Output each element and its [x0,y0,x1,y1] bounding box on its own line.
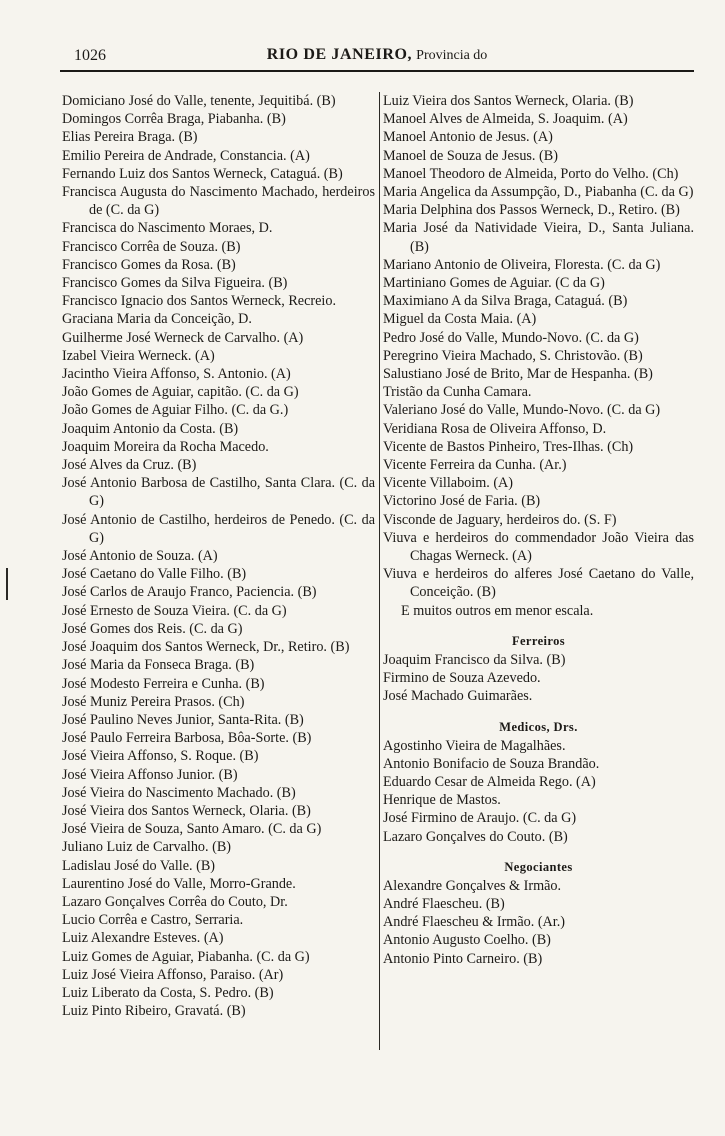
list-entry: Luiz Vieira dos Santos Werneck, Olaria. (B) [383,93,634,109]
header-rule [60,70,694,72]
list-entry: José Carlos de Araujo Franco, Paciencia. (B) [62,584,317,601]
list-entry: Francisco Gomes da Silva Figueira. (B) [62,275,288,292]
list-entry: Juliano Luiz de Carvalho. (B) [62,839,232,856]
list-entry: Joaquim Moreira da Rocha Macedo. [62,438,269,455]
list-entry: Firmino de Souza Azevedo. [383,670,541,687]
list-entry: Manoel Alves de Almeida, S. Joaquim. (A) [383,111,628,128]
list-entry: José Vieira dos Santos Werneck, Olaria. (B) [62,802,311,819]
list-entry: João Gomes de Aguiar, capitão. (C. da G) [62,384,299,401]
list-entry: José Vieira Affonso, S. Roque. (B) [62,748,259,765]
list-entry: Joaquim Antonio da Costa. (B) [62,420,239,437]
left-column [62,92,375,1020]
list-entry: José Paulo Ferreira Barbosa, Bôa-Sorte. (B) [62,730,312,747]
margin-mark [6,568,8,600]
list-entry: José Firmino de Araujo. (C. da G) [383,810,577,827]
list-entry: José Ernesto de Souza Vieira. (C. da G) [62,602,287,619]
list-entry: Maria Angelica da Assumpção, D., Piabanha (C. da G) [383,184,694,201]
list-entry: Maria Delphina dos Passos Werneck, D., Retiro. (B) [383,202,680,219]
list-entry: Graciana Maria da Conceição, D. [62,311,252,328]
list-entry: José Caetano do Valle Filho. (B) [62,566,247,583]
list-entry: José Vieira Affonso Junior. (B) [62,766,238,783]
list-entry: Manoel Antonio de Jesus. (A) [383,129,553,146]
list-entry: Domiciano José do Valle, tenente, Jequitibá. (B) [62,93,336,109]
list-entry: Agostinho Vieira de Magalhães. [383,737,566,754]
list-entry: Antonio Augusto Coelho. (B) [383,932,551,949]
list-entry: Ladislau José do Valle. (B) [62,857,216,874]
list-entry: Peregrino Vieira Machado, S. Christovão. (B) [383,347,643,364]
list-entry: André Flaescheu & Irmão. (Ar.) [383,914,566,931]
list-entry: Valeriano José do Valle, Mundo-Novo. (C. da G) [383,402,661,419]
list-entry: José Paulino Neves Junior, Santa-Rita. (B) [62,711,304,728]
list-entry: Lazaro Gonçalves Corrêa do Couto, Dr. [62,893,288,910]
list-entry: Jacintho Vieira Affonso, S. Antonio. (A) [62,366,291,383]
list-entry: Miguel da Costa Maia. (A) [383,311,537,328]
list-entry: Vicente de Bastos Pinheiro, Tres-Ilhas. (Ch) [383,438,634,455]
section-heading-negociantes: Negociantes [504,859,573,874]
list-entry: Izabel Vieira Werneck. (A) [62,347,215,364]
list-entry: Laurentino José do Valle, Morro-Grande. [62,875,296,892]
running-title-main: RIO DE JANEIRO, [266,46,413,63]
list-entry: José Antonio de Souza. (A) [62,548,218,565]
list-entry: Lazaro Gonçalves do Couto. (B) [383,828,568,845]
list-entry: Visconde de Jaguary, herdeiros do. (S. F) [383,511,617,528]
list-entry: João Gomes de Aguiar Filho. (C. da G.) [62,402,289,419]
right-column [383,92,694,968]
list-entry: Antonio Pinto Carneiro. (B) [383,950,543,967]
list-entry: José Vieira de Souza, Santo Amaro. (C. da G) [62,821,322,838]
section-heading-medicos: Medicos, Drs. [499,719,578,734]
list-entry: Mariano Antonio de Oliveira, Floresta. (C. da G) [383,256,661,273]
list-entry: Eduardo Cesar de Almeida Rego. (A) [383,773,596,790]
list-entry: Salustiano José de Brito, Mar de Hespanha. (B) [383,366,653,383]
list-entry: Francisco Gomes da Rosa. (B) [62,256,236,273]
list-entry: José Muniz Pereira Prasos. (Ch) [62,693,245,710]
list-entry: Pedro José do Valle, Mundo-Novo. (C. da G) [383,329,639,346]
list-entry: Alexandre Gonçalves & Irmão. [383,877,562,894]
list-entry: Francisca do Nascimento Moraes, D. [62,220,273,237]
page-header [60,44,694,70]
list-entry: Vicente Villaboim. (A) [383,475,514,492]
list-entry: Lucio Corrêa e Castro, Serraria. [62,912,244,929]
list-entry: José Antonio Barbosa de Castilho, Santa Clara. (C. da G) [62,475,375,510]
list-entry: Vicente Ferreira da Cunha. (Ar.) [383,457,567,474]
list-entry: Antonio Bonifacio de Souza Brandão. [383,755,600,772]
list-entry: Victorino José de Faria. (B) [383,493,541,510]
column-divider [379,92,380,1050]
list-entry: Martiniano Gomes de Aguiar. (C da G) [383,275,605,292]
list-entry: Henrique de Mastos. [383,792,501,809]
running-title-rest: Provincia do [416,48,488,63]
page-number: 1026 [74,47,106,64]
list-entry: Joaquim Francisco da Silva. (B) [383,651,566,668]
list-entry: Luiz José Vieira Affonso, Paraiso. (Ar) [62,966,284,983]
closing-note: E muitos outros em menor escala. [401,602,594,619]
list-entry: José Antonio de Castilho, herdeiros de Penedo. (C. da G) [62,511,375,546]
list-entry: Guilherme José Werneck de Carvalho. (A) [62,329,304,346]
list-entry: Maria José da Natividade Vieira, D., Santa Juliana. (B) [383,220,694,255]
list-entry: Emilio Pereira de Andrade, Constancia. (A) [62,147,310,164]
list-entry: Elias Pereira Braga. (B) [62,129,198,146]
list-entry: Fernando Luiz dos Santos Werneck, Cataguá. (B) [62,165,343,182]
list-entry: Luiz Alexandre Esteves. (A) [62,930,224,947]
list-entry: José Joaquim dos Santos Werneck, Dr., Retiro. (B) [62,639,350,656]
list-entry: Maximiano A da Silva Braga, Cataguá. (B) [383,293,628,310]
section-heading-ferreiros: Ferreiros [511,633,566,648]
list-entry: Viuva e herdeiros do alferes José Caetano do Valle, Conceição. (B) [383,566,694,601]
list-entry: Domingos Corrêa Braga, Piabanha. (B) [62,111,286,128]
list-entry: Manoel Theodoro de Almeida, Porto do Velho. (Ch) [383,165,679,182]
list-entry: Francisca Augusta do Nascimento Machado, herdeiros de (C. da G) [62,184,375,219]
list-entry: Francisco Corrêa de Souza. (B) [62,238,241,255]
list-entry: José Modesto Ferreira e Cunha. (B) [62,675,265,692]
list-entry: José Alves da Cruz. (B) [62,457,197,474]
list-entry: Luiz Liberato da Costa, S. Pedro. (B) [62,984,274,1001]
list-entry: José Maria da Fonseca Braga. (B) [62,657,255,674]
list-entry: Luiz Gomes de Aguiar, Piabanha. (C. da G) [62,948,310,965]
list-entry: Tristão da Cunha Camara. [383,384,532,401]
list-entry: Viuva e herdeiros do commendador João Vieira das Chagas Werneck. (A) [383,529,694,565]
list-entry: Luiz Pinto Ribeiro, Gravatá. (B) [62,1003,246,1020]
list-entry: Veridiana Rosa de Oliveira Affonso, D. [383,420,607,437]
list-entry: Manoel de Souza de Jesus. (B) [383,147,558,164]
list-entry: André Flaescheu. (B) [383,895,505,912]
list-entry: José Machado Guimarães. [383,688,533,705]
list-entry: Francisco Ignacio dos Santos Werneck, Recreio. [62,293,336,310]
running-title [60,46,694,64]
list-entry: José Gomes dos Reis. (C. da G) [62,620,243,637]
list-entry: José Vieira do Nascimento Machado. (B) [62,784,296,801]
